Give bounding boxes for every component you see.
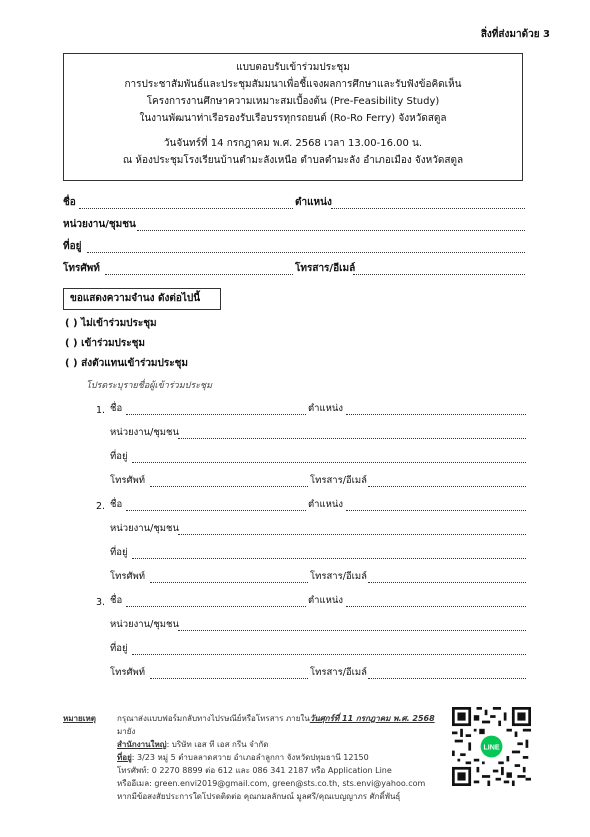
position-field[interactable] bbox=[331, 208, 525, 209]
title-line: แบบตอบรับเข้าร่วมประชุม bbox=[236, 62, 350, 73]
rep-1-row-contact bbox=[96, 474, 526, 490]
note-deadline: วันศุกร์ที่ 11 กรกฎาคม พ.ศ. 2568 bbox=[309, 714, 435, 723]
option-attend[interactable]: ( ) เข้าร่วมประชุม bbox=[65, 338, 146, 349]
rep-3-position-label: ตำแหน่ง bbox=[308, 595, 344, 606]
title-line: โครงการงานศึกษาความเหมาะสมเบื้องต้น (Pre-Feasibility Study) bbox=[146, 96, 440, 107]
hq-label: สำนักงานใหญ่ bbox=[117, 740, 167, 749]
rep-1-org-label: หน่วยงาน/ชุมชน bbox=[110, 427, 179, 438]
title-box bbox=[63, 53, 523, 181]
address-field[interactable] bbox=[87, 252, 525, 253]
rep-3-name-field[interactable] bbox=[126, 606, 306, 607]
note-label: หมายเหตุ bbox=[63, 714, 96, 723]
rep-2-fax-email-label: โทรสาร/อีเมล์ bbox=[310, 571, 367, 582]
rep-3-fax-email-field[interactable] bbox=[368, 678, 526, 679]
note-to: มายัง bbox=[117, 727, 136, 736]
rep-2-phone-label: โทรศัพท์ bbox=[110, 571, 146, 582]
rep-1-address-label: ที่อยู่ bbox=[110, 451, 128, 462]
rep-3-row-name bbox=[96, 594, 526, 610]
intent-header: ขอแสดงความจำนง ดังต่อไปนี้ bbox=[63, 288, 221, 310]
rep-1-phone-label: โทรศัพท์ bbox=[110, 475, 146, 486]
note-email: หรืออีเมล: green.envi2019@gmail.com, green@sts.co.th, sts.envi@yahoo.com bbox=[117, 779, 426, 788]
position-label: ตำแหน่ง bbox=[295, 197, 332, 208]
note-contact: หากมีข้อสงสัยประการใดโปรดติดต่อ คุณกมลลักษณ์ มูลศรี/คุณเบญญาภร ศักดิ์พันธุ์ bbox=[117, 792, 401, 801]
phone-label: โทรศัพท์ bbox=[63, 263, 100, 274]
rep-1-name-label: ชื่อ bbox=[110, 403, 123, 414]
rep-3-org-label: หน่วยงาน/ชุมชน bbox=[110, 619, 179, 630]
note-line-1 bbox=[117, 712, 447, 738]
name-label: ชื่อ bbox=[63, 197, 76, 208]
rep-2-row-name bbox=[96, 498, 526, 514]
note-return-instruction: กรุณาส่งแบบฟอร์มกลับทางไปรษณีย์หรือโทรสาร ภายใน bbox=[117, 714, 310, 723]
rep-2-row-org bbox=[96, 522, 526, 538]
rep-2-address-label: ที่อยู่ bbox=[110, 547, 128, 558]
form-row-name bbox=[63, 196, 525, 212]
rep-3-row-address bbox=[96, 642, 526, 658]
rep-1-row-name bbox=[96, 402, 526, 418]
rep-2-org-label: หน่วยงาน/ชุมชน bbox=[110, 523, 179, 534]
rep-3-row-org bbox=[96, 618, 526, 634]
rep-3-name-label: ชื่อ bbox=[110, 595, 123, 606]
rep-3-row-contact bbox=[96, 666, 526, 682]
rep-2-row-address bbox=[96, 546, 526, 562]
hq-company: : บริษัท เอส ที เอส กรีน จำกัด bbox=[166, 740, 269, 749]
line-logo-text: LINE bbox=[483, 743, 500, 752]
rep-1-fax-email-label: โทรสาร/อีเมล์ bbox=[310, 475, 367, 486]
enclosure-label: สิ่งที่ส่งมาด้วย 3 bbox=[480, 29, 550, 40]
rep-3-number: 3. bbox=[96, 597, 106, 608]
representative-hint: โปรดระบุรายชื่อผู้เข้าร่วมประชุม bbox=[86, 381, 213, 391]
fax-email-field[interactable] bbox=[353, 274, 525, 275]
meeting-venue: ณ ห้องประชุมโรงเรียนบ้านตำมะลังเหนือ ตำบลตำมะลัง อำเภอเมือง จังหวัดสตูล bbox=[122, 155, 464, 166]
rep-2-phone-field[interactable] bbox=[150, 582, 308, 583]
rep-2-name-field[interactable] bbox=[126, 510, 306, 511]
phone-field[interactable] bbox=[105, 274, 293, 275]
organization-field[interactable] bbox=[137, 230, 525, 231]
rep-2-position-label: ตำแหน่ง bbox=[308, 499, 344, 510]
rep-1-row-org bbox=[96, 426, 526, 442]
rep-1-name-field[interactable] bbox=[126, 414, 306, 415]
title-line: ในงานพัฒนาท่าเรือรองรับเรือบรรทุกรถยนต์ (Ro-Ro Ferry) จังหวัดสตูล bbox=[139, 113, 447, 124]
rep-3-org-field[interactable] bbox=[178, 630, 526, 631]
organization-label: หน่วยงาน/ชุมชน bbox=[63, 219, 136, 230]
rep-3-address-label: ที่อยู่ bbox=[110, 643, 128, 654]
note-body bbox=[117, 712, 447, 803]
rep-1-address-field[interactable] bbox=[132, 462, 526, 463]
rep-2-position-field[interactable] bbox=[346, 510, 526, 511]
rep-3-address-field[interactable] bbox=[132, 654, 526, 655]
option-send-representative[interactable]: ( ) ส่งตัวแทนเข้าร่วมประชุม bbox=[65, 358, 188, 369]
title-line: การประชาสัมพันธ์และประชุมสัมมนาเพื่อชี้แจงผลการศึกษาและรับฟังข้อคิดเห็น bbox=[124, 79, 462, 90]
rep-1-org-field[interactable] bbox=[178, 438, 526, 439]
address-note-label: ที่อยู่ bbox=[117, 753, 132, 762]
rep-2-org-field[interactable] bbox=[178, 534, 526, 535]
form-row-contact bbox=[63, 262, 525, 278]
rep-1-position-field[interactable] bbox=[346, 414, 526, 415]
rep-2-fax-email-field[interactable] bbox=[368, 582, 526, 583]
rep-1-number: 1. bbox=[96, 405, 106, 416]
form-row-address bbox=[63, 240, 525, 256]
note-phone: โทรศัพท์: 0 2270 8899 ต่อ 612 และ 086 341 2187 หรือ Application Line bbox=[117, 766, 392, 775]
rep-1-position-label: ตำแหน่ง bbox=[308, 403, 344, 414]
rep-3-phone-label: โทรศัพท์ bbox=[110, 667, 146, 678]
line-qr-code[interactable] bbox=[452, 707, 531, 786]
rep-1-fax-email-field[interactable] bbox=[368, 486, 526, 487]
rep-2-row-contact bbox=[96, 570, 526, 586]
meeting-datetime: วันจันทร์ที่ 14 กรกฎาคม พ.ศ. 2568 เวลา 13.00-16.00 น. bbox=[163, 138, 423, 149]
rep-2-number: 2. bbox=[96, 501, 106, 512]
rep-1-row-address bbox=[96, 450, 526, 466]
rep-3-fax-email-label: โทรสาร/อีเมล์ bbox=[310, 667, 367, 678]
address-label: ที่อยู่ bbox=[63, 241, 82, 252]
fax-email-label: โทรสาร/อีเมล์ bbox=[295, 263, 356, 274]
rep-3-position-field[interactable] bbox=[346, 606, 526, 607]
rep-2-name-label: ชื่อ bbox=[110, 499, 123, 510]
rep-1-phone-field[interactable] bbox=[150, 486, 308, 487]
name-field[interactable] bbox=[79, 208, 293, 209]
option-not-attend[interactable]: ( ) ไม่เข้าร่วมประชุม bbox=[65, 318, 157, 329]
note-line-address bbox=[117, 751, 447, 764]
form-row-organization bbox=[63, 218, 525, 234]
note-line-hq bbox=[117, 738, 447, 751]
rep-3-phone-field[interactable] bbox=[150, 678, 308, 679]
rep-2-address-field[interactable] bbox=[132, 558, 526, 559]
address-note: : 3/23 หมู่ 5 ตำบลลาดสวาย อำเภอลำลูกกา จังหวัดปทุมธานี 12150 bbox=[131, 753, 369, 762]
